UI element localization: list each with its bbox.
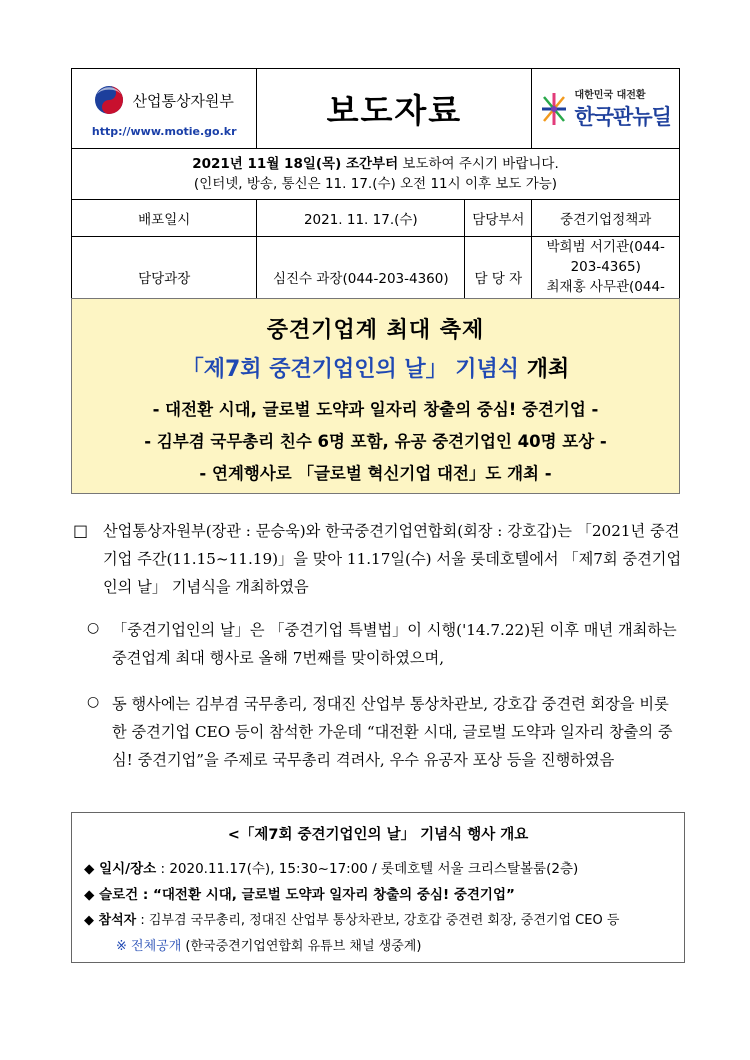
newdeal-logo-cell (532, 69, 680, 149)
release-row (72, 200, 680, 237)
manager-label: 담당과장 (72, 237, 257, 318)
event-datetime-value: : 2020.11.17(수), 15:30~17:00 / 롯데호텔 서울 크리스탈볼룸(2층) (156, 861, 579, 877)
newdeal-title: 한국판뉴딜 (574, 105, 671, 129)
event-overview-title: <「제7회 중견기업인의 날」 기념식 행사 개요 (227, 827, 529, 843)
event-note (116, 935, 421, 954)
subheadline-2: - 김부겸 국무총리 친수 6명 포함, 유공 중견기업인 40명 포상 - (144, 432, 607, 451)
dept-value: 중견기업정책과 (532, 200, 680, 237)
event-datetime-label: ◆ 일시/장소 (84, 861, 157, 877)
dept-label: 담당부서 (465, 200, 532, 237)
paragraph-3: 동 행사에는 김부겸 국무총리, 정대진 산업부 통상차관보, 강호갑 중견련 회장을 비롯한 중견기업 CEO 등이 참석한 가운데 “대전환 시대, 글로벌 도약과 일자리 창출의 중심! 중견기업”을 주제로 국무총리 격려사, 우수 유공자 포상 등을 진행하였음 (112, 695, 673, 769)
press-header-table (71, 68, 680, 318)
subheadline-1: - 대전환 시대, 글로벌 도약과 일자리 창출의 중심! 중견기업 - (152, 400, 599, 419)
event-slogan-label: ◆ 슬로건 (84, 887, 139, 903)
event-row-attendees (84, 909, 619, 928)
paragraph-1: 산업통상자원부(장관 : 문승욱)와 한국중견기업연합회(회장 : 강호갑)는 「2021년 중견기업 주간(11.15~11.19)」을 맞아 11.17일(수) 서울 롯데호텔에서 「제7회 중견기업인의 날」 기념식을 개최하였음 (103, 522, 682, 596)
event-attendees-label: ◆ 참석자 (84, 913, 137, 928)
contact-2: 최재홍 사무관(044- (546, 279, 665, 295)
youtube-live-note: (한국중견기업연합회 유튜브 채널 생중계) (181, 939, 422, 954)
circle-bullet-2: ○ (87, 694, 100, 710)
ministry-name: 산업통상자원부 (132, 91, 234, 110)
newdeal-logo-icon (540, 91, 568, 127)
ministry-logo-cell (72, 69, 257, 149)
embargo-text: 보도하여 주시기 바랍니다. (398, 156, 559, 172)
ministry-url[interactable]: http://www.motie.go.kr (91, 125, 237, 138)
full-public-note: ※ 전체공개 (116, 939, 182, 954)
manager-value: 심진수 과장(044-203-4360) (257, 237, 465, 318)
paragraph-2: 「중견기업인의 날」은 「중견기업 특별법」이 시행('14.7.22)된 이후 매년 개최하는 중견업계 최대 행사로 올해 7번째를 맞이하였으며, (112, 621, 677, 667)
headline-box (71, 298, 680, 494)
circle-bullet-1: ○ (87, 620, 100, 636)
newdeal-subtitle: 대한민국 대전환 (574, 90, 646, 101)
headline-line2-suffix: 개최 (519, 357, 570, 382)
release-value: 2021. 11. 17.(수) (257, 200, 465, 237)
event-row-slogan (84, 883, 515, 903)
embargo-notice (72, 149, 680, 200)
headline-event-name: 「제7회 중견기업인의 날」 기념식 (181, 357, 520, 382)
event-overview-box (71, 812, 685, 963)
subheadline-3: - 연계행사로 「글로벌 혁신기업 대전」도 개최 - (199, 464, 552, 483)
event-attendees-value: : 김부겸 국무총리, 정대진 산업부 통상차관보, 강호갑 중견련 회장, 중견기업 CEO 등 (136, 913, 620, 928)
contact-label: 담 당 자 (465, 237, 532, 318)
embargo-date: 2021년 11월 18일(목) 조간부터 (192, 156, 399, 172)
embargo-online-note: (인터넷, 방송, 통신은 11. 17.(수) 오전 11시 이후 보도 가능) (193, 176, 558, 192)
taegeuk-emblem-icon (94, 85, 124, 115)
release-label: 배포일시 (72, 200, 257, 237)
event-slogan-value: : “대전환 시대, 글로벌 도약과 일자리 창출의 중심! 중견기업” (138, 887, 515, 903)
doc-type-title: 보도자료 (257, 69, 532, 149)
headline-line1: 중견기업계 최대 축제 (266, 318, 485, 343)
headline-line2 (72, 352, 679, 383)
event-row-datetime (84, 857, 578, 877)
square-bullet: □ (73, 521, 89, 540)
contact-1: 박희범 서기관(044-203-4365) (546, 239, 665, 275)
